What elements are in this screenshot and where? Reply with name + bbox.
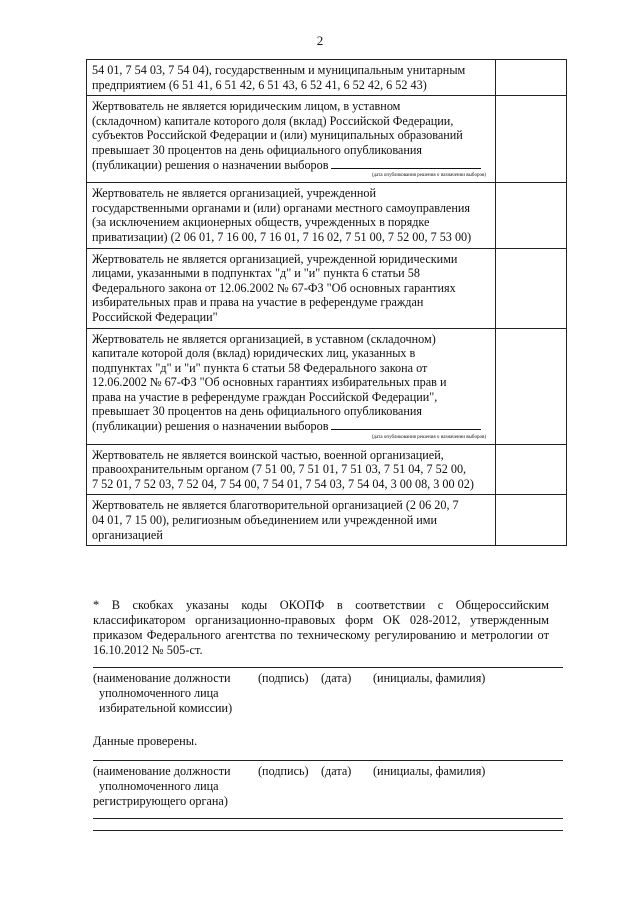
check-text-line: 54 01, 7 54 03, 7 54 04), государственным и муниципальным унитарным — [92, 63, 466, 77]
date-fill-line[interactable] — [331, 419, 481, 430]
check-text-line: субъектов Российской Федерации и (или) муниципальных образований — [92, 128, 463, 143]
date-caption: (дата) — [321, 764, 352, 778]
signature-caption: (подпись) — [258, 764, 309, 778]
check-text-line: Российской Федерации" — [92, 309, 218, 324]
check-text-line: 04 01, 7 15 00), религиозным объединением или учрежденной ими — [92, 513, 438, 528]
donor-checks-table — [86, 59, 567, 546]
check-text-line: лицами, указанными в подпунктах "д" и "и" пункта 6 статьи 58 — [92, 266, 420, 281]
check-text-line: подпунктах "д" и "и" пункта 6 статьи 58 Федерального закона от — [92, 360, 428, 375]
check-text-line: превышает 30 процентов на день официального опубликования — [92, 404, 422, 419]
check-text-line: Жертвователь не является юридическим лицом, в уставном — [92, 99, 401, 114]
check-mark-cell[interactable] — [496, 328, 567, 444]
check-row — [87, 96, 567, 183]
check-text-line: права на участие в референдуме граждан Российской Федерации", — [92, 389, 438, 404]
check-text-line: приватизации) (2 06 01, 7 16 00, 7 16 01, 7 16 02, 7 51 00, 7 52 00, 7 53 00) — [92, 229, 472, 244]
check-mark-cell[interactable] — [496, 60, 567, 96]
check-text-line: 12.06.2002 № 67-ФЗ "Об основных гарантиях избирательных прав и — [92, 375, 447, 390]
bottom-rule — [93, 818, 563, 819]
check-text-line: капитале которой доля (вклад) юридических лиц, указанных в — [92, 346, 416, 361]
check-text-line: (публикации) решения о назначении выборов — [92, 419, 490, 434]
bottom-rule — [93, 830, 563, 831]
date-fill-line[interactable] — [331, 158, 481, 169]
check-row — [87, 495, 567, 546]
check-text-line: Жертвователь не является организацией, учрежденной — [92, 186, 377, 201]
date-fill-caption: (дата опубликования решения о назначении выборов) — [371, 434, 486, 440]
check-text-line: (за исключением акционерных обществ, учрежденных в порядке — [92, 215, 430, 230]
page-number: 2 — [316, 33, 324, 48]
check-text-line: превышает 30 процентов на день официального опубликования — [92, 142, 422, 157]
check-text-line: Жертвователь не является воинской частью, военной организацией, — [92, 447, 444, 462]
check-text-line: организацией — [92, 527, 163, 542]
check-mark-cell[interactable] — [496, 444, 567, 495]
check-text-cell — [87, 96, 496, 183]
check-text-cell — [87, 248, 496, 328]
check-text-cell — [87, 444, 496, 495]
signature-caption: (подпись) — [258, 671, 309, 685]
check-text-cell — [87, 60, 496, 96]
check-text-line: Жертвователь не является благотворительной организацией (2 06 20, 7 — [92, 498, 459, 513]
check-row — [87, 60, 567, 96]
check-text-line: 7 52 01, 7 52 03, 7 52 04, 7 54 00, 7 54 01, 7 54 03, 7 54 04, 3 00 08, 3 00 02) — [92, 476, 474, 491]
check-row — [87, 328, 567, 444]
check-text-line: правоохранительным органом (7 51 00, 7 51 01, 7 51 03, 7 51 04, 7 52 00, — [92, 462, 467, 477]
check-text-line: (публикации) решения о назначении выборов — [92, 158, 490, 173]
name-caption: (инициалы, фамилия) — [373, 764, 486, 778]
check-mark-cell[interactable] — [496, 183, 567, 248]
date-fill-caption: (дата опубликования решения о назначении выборов) — [371, 173, 486, 179]
signature-line — [93, 760, 563, 761]
check-text-cell — [87, 183, 496, 248]
check-mark-cell[interactable] — [496, 495, 567, 546]
check-text-cell — [87, 328, 496, 444]
date-caption: (дата) — [321, 671, 352, 685]
okopf-footnote: * В скобках указаны коды ОКОПФ в соответствии с Общероссийским классификатором организационно-правовых форм ОК 028-2012, утвержденным приказом Федерального агентства по техническому регулированию и метрологии от 16.10.2012 № 505-ст. — [93, 598, 549, 657]
commission-signature-block — [93, 667, 563, 717]
commission-role-caption: (наименование должности уполномоченного лица избирательной комиссии) — [93, 671, 233, 715]
check-text-line: Жертвователь не является организацией, учрежденной юридическими — [92, 251, 458, 266]
check-text-line: предприятием (6 51 41, 6 51 42, 6 51 43, 6 52 41, 6 52 42, 6 52 43) — [92, 77, 427, 92]
check-row — [87, 248, 567, 328]
check-text-line: Жертвователь не является организацией, в уставном (складочном) — [92, 331, 436, 346]
check-row — [87, 444, 567, 495]
check-row — [87, 183, 567, 248]
check-text-line: Федерального закона от 12.06.2002 № 67-ФЗ "Об основных гарантиях — [92, 280, 456, 295]
registrar-role-caption: (наименование должности уполномоченного лица регистрирующего органа) — [93, 764, 231, 808]
data-verified-label: Данные проверены. — [93, 734, 198, 748]
check-text-line: государственными органами и (или) органами местного самоуправления — [92, 200, 470, 215]
check-text-cell — [87, 495, 496, 546]
check-text-line: избирательных прав и права на участие в референдуме граждан — [92, 295, 424, 310]
check-mark-cell[interactable] — [496, 248, 567, 328]
signature-line — [93, 667, 563, 668]
check-text-line: (складочном) капитале которого доля (вклад) Российской Федерации, — [92, 113, 454, 128]
registrar-signature-block — [93, 760, 563, 810]
check-mark-cell[interactable] — [496, 96, 567, 183]
name-caption: (инициалы, фамилия) — [373, 671, 486, 685]
